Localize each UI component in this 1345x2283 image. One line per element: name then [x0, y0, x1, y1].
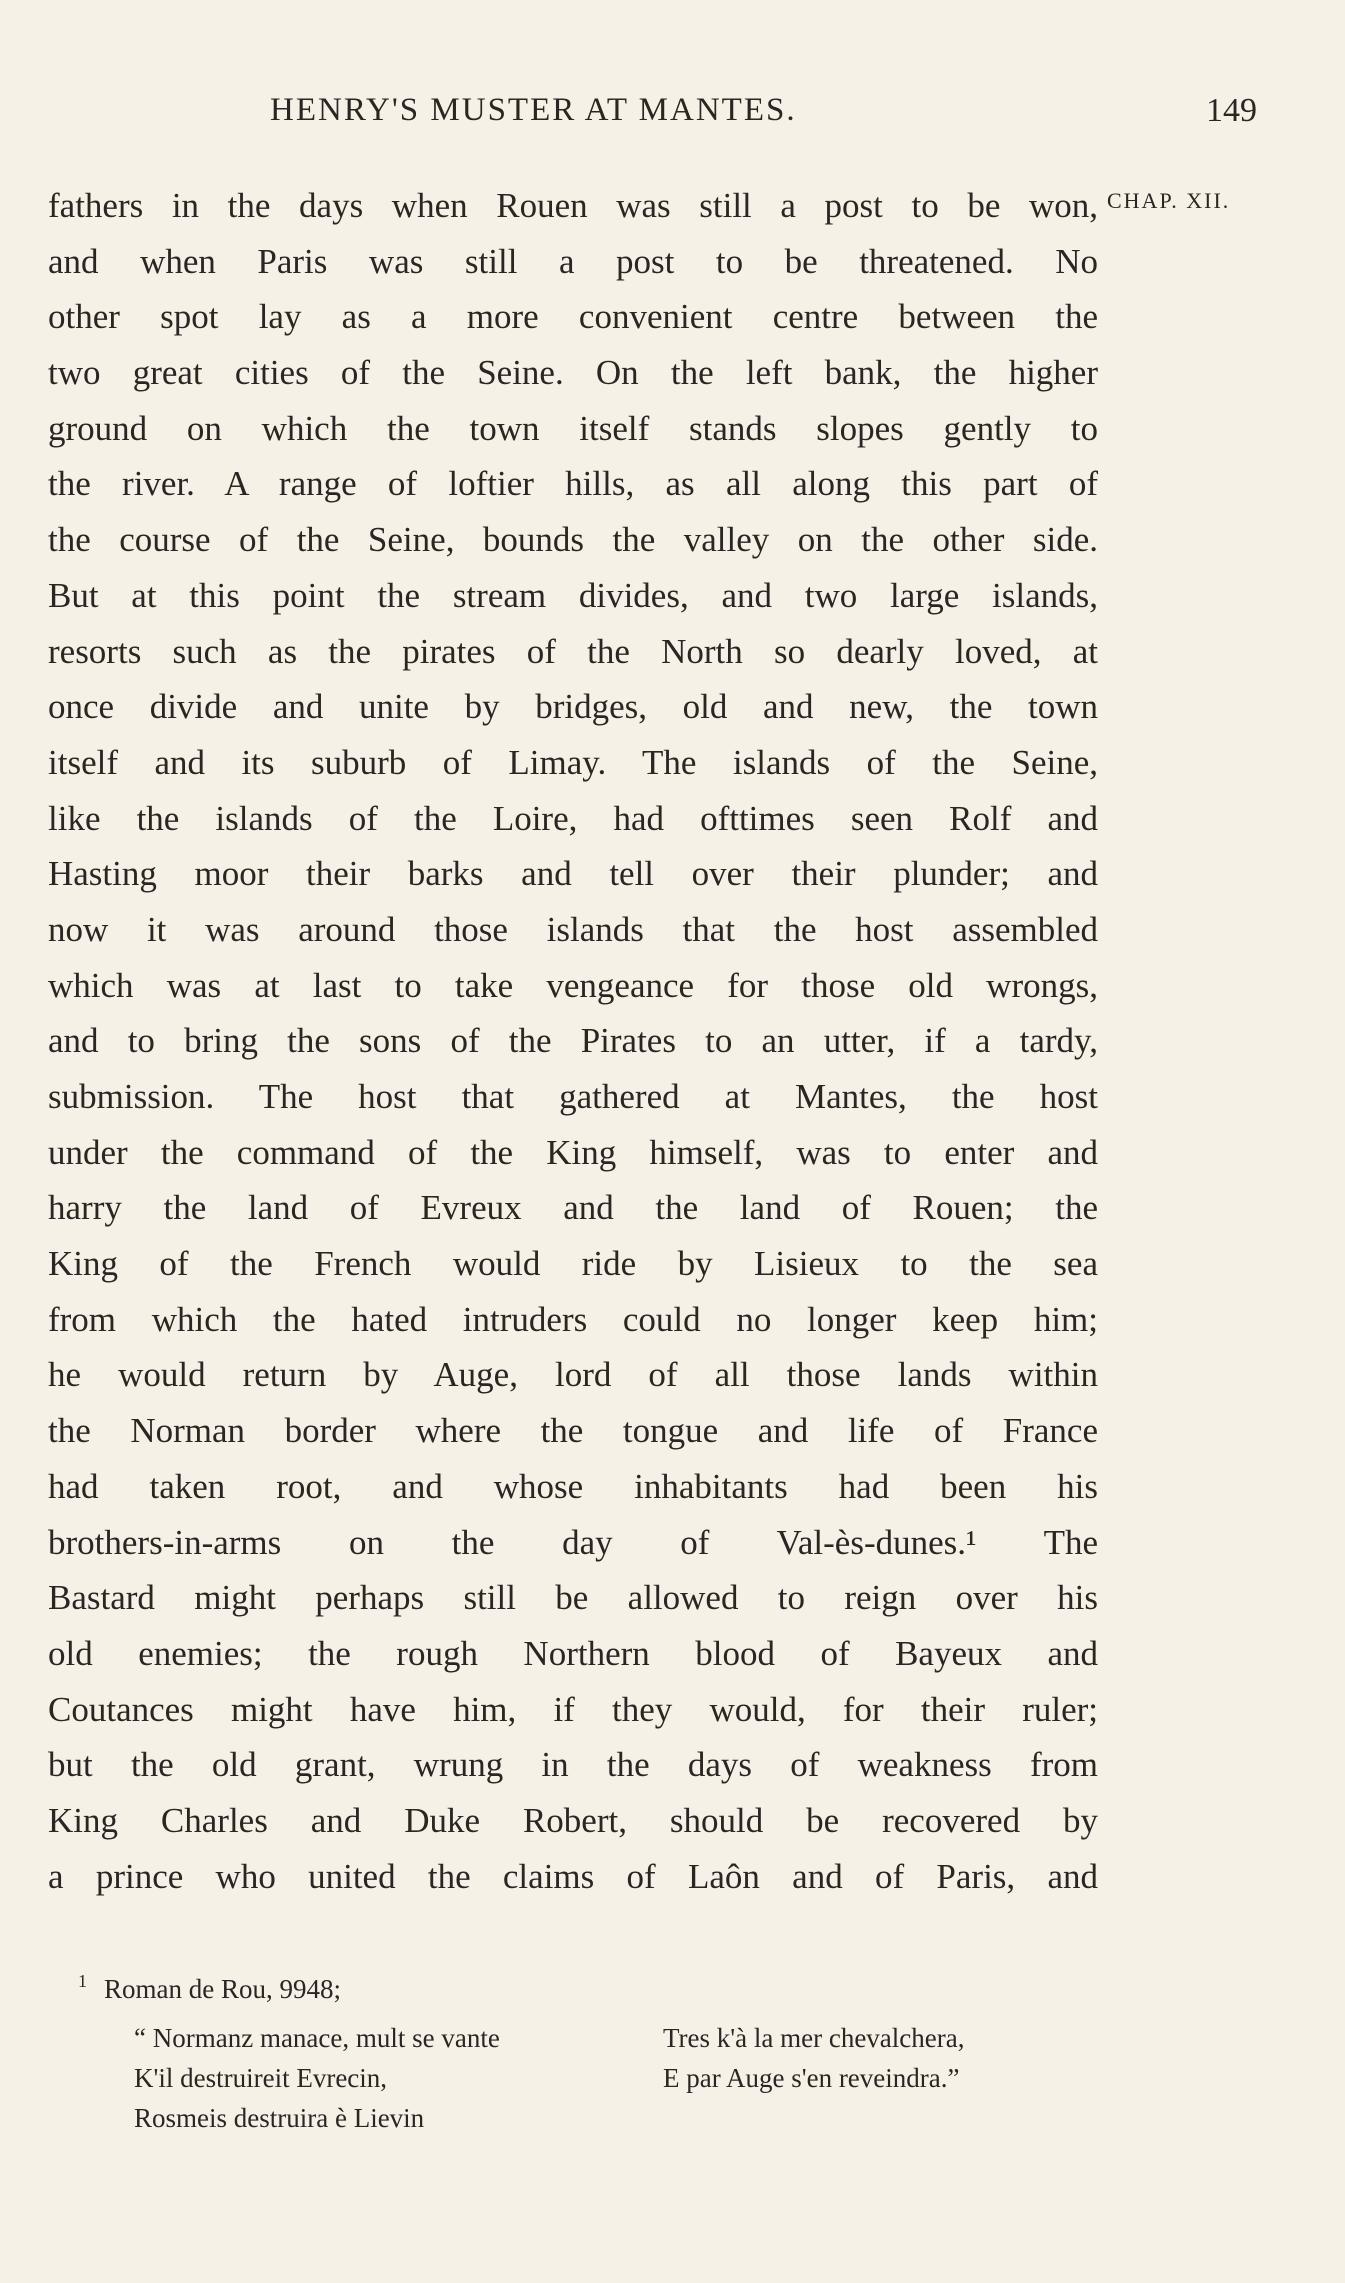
text-line: itself and its suburb of Limay. The islands of the Seine, — [48, 742, 1098, 782]
text-line: like the islands of the Loire, had ofttimes seen Rolf and — [48, 798, 1098, 838]
footnote-verse — [48, 2018, 1298, 2158]
text-line: other spot lay as a more convenient centre between the — [48, 297, 1098, 337]
page-number: 149 — [1206, 92, 1257, 129]
footnote-source: Roman de Rou, 9948; — [104, 1974, 341, 2004]
running-header — [0, 92, 1345, 142]
verse-line: “ Normanz manace, mult se vante — [134, 2023, 500, 2053]
verse-line: E par Auge s'en reveindra.” — [663, 2063, 960, 2093]
text-line: he would return by Auge, lord of all those lands within — [48, 1355, 1098, 1395]
verse-column-left — [134, 2018, 500, 2138]
text-line: resorts such as the pirates of the North so dearly loved, at — [48, 631, 1098, 671]
text-line: Coutances might have him, if they would, for their ruler; — [48, 1689, 1098, 1729]
footnote-reference — [48, 1968, 1298, 2010]
text-line: two great cities of the Seine. On the left bank, the higher — [48, 353, 1098, 393]
footnote-marker: 1 — [78, 1971, 87, 1991]
text-line: old enemies; the rough Northern blood of Bayeux and — [48, 1633, 1098, 1673]
text-line: but the old grant, wrung in the days of weakness from — [48, 1745, 1098, 1785]
text-line: Hasting moor their barks and tell over their plunder; and — [48, 854, 1098, 894]
text-line: and when Paris was still a post to be threatened. No — [48, 241, 1098, 281]
body-text — [48, 178, 1098, 1904]
text-line: King Charles and Duke Robert, should be recovered by — [48, 1800, 1098, 1840]
text-line: which was at last to take vengeance for those old wrongs, — [48, 965, 1098, 1005]
verse-line: Rosmeis destruira è Lievin — [134, 2103, 425, 2133]
footnote — [48, 1968, 1298, 2158]
chapter-sidenote: CHAP. XII. — [1107, 188, 1231, 213]
text-line: had taken root, and whose inhabitants had been his — [48, 1466, 1098, 1506]
text-line: a prince who united the claims of Laôn and of Paris, and — [48, 1856, 1098, 1896]
text-line: now it was around those islands that the host assembled — [48, 909, 1098, 949]
verse-line: Tres k'à la mer chevalchera, — [663, 2023, 965, 2053]
text-line: from which the hated intruders could no longer keep him; — [48, 1299, 1098, 1339]
verse-column-right — [663, 2018, 964, 2098]
text-line: brothers-in-arms on the day of Val-ès-dunes.¹ The — [48, 1522, 1098, 1562]
text-line: harry the land of Evreux and the land of Rouen; the — [48, 1188, 1098, 1228]
text-line: under the command of the King himself, was to enter and — [48, 1132, 1098, 1172]
text-line: King of the French would ride by Lisieux to the sea — [48, 1244, 1098, 1284]
text-line: ground on which the town itself stands slopes gently to — [48, 408, 1098, 448]
text-line: and to bring the sons of the Pirates to an utter, if a tardy, — [48, 1021, 1098, 1061]
text-line: Bastard might perhaps still be allowed to reign over his — [48, 1578, 1098, 1618]
text-line: the river. A range of loftier hills, as all along this part of — [48, 464, 1098, 504]
text-line: once divide and unite by bridges, old and new, the town — [48, 687, 1098, 727]
text-line: But at this point the stream divides, and two large islands, — [48, 575, 1098, 615]
text-line: fathers in the days when Rouen was still a post to be won, — [48, 186, 1098, 225]
text-line: submission. The host that gathered at Mantes, the host — [48, 1077, 1098, 1116]
verse-line: K'il destruireit Evrecin, — [134, 2063, 388, 2093]
text-line: the course of the Seine, bounds the valley on the other side. — [48, 520, 1098, 560]
running-title: HENRY'S MUSTER AT MANTES. — [270, 92, 797, 128]
text-line: the Norman border where the tongue and life of France — [48, 1411, 1098, 1451]
